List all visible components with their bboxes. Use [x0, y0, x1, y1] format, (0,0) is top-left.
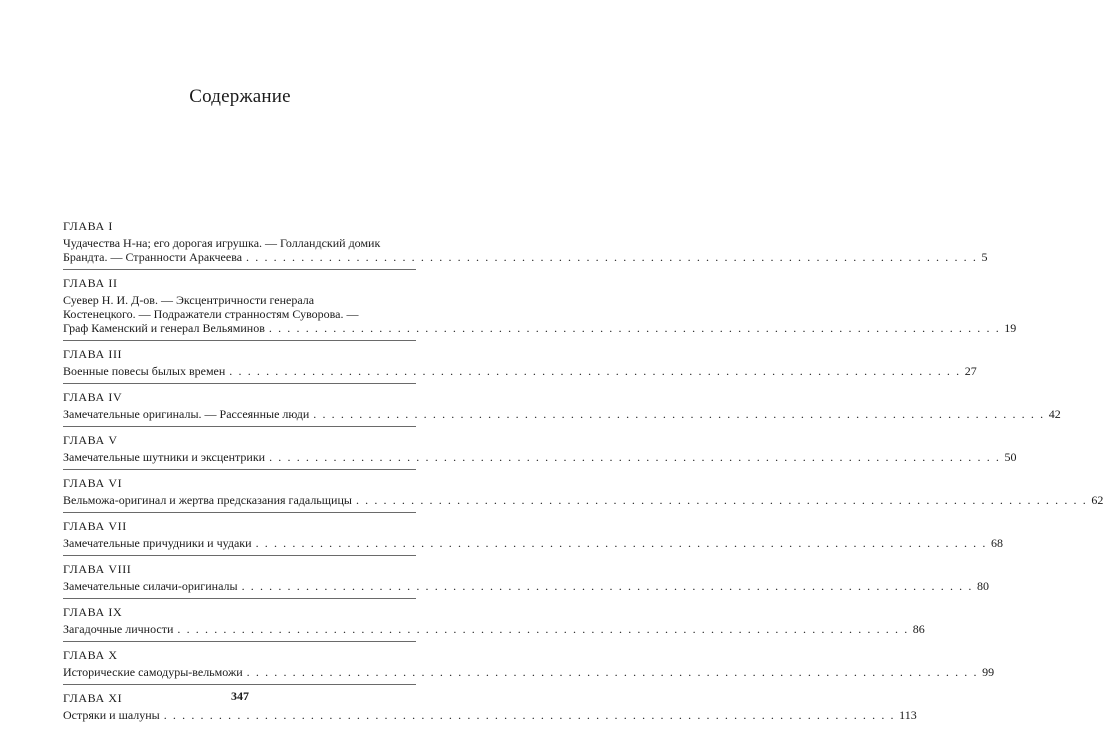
- chapter-title-line: Замечательные оригиналы. — Рассеянные люди: [63, 407, 310, 421]
- dot-leader: . . . . . . . . . . . . . . . . . . . . . . . . . . . . . . . . . . . . . . . . . . . . . . . . . . . . . . . . . . . . . . . . . . . . . . . . . . . . . . . .: [163, 708, 896, 722]
- toc-entry-4: [63, 383, 1061, 426]
- chapter-title-line: Замечательные причудники и чудаки: [63, 536, 252, 550]
- chapter-title-line: Остряки и шалуны: [63, 708, 160, 722]
- page-number: 80: [976, 579, 989, 593]
- toc-entry-5: [63, 426, 1017, 469]
- toc-entry-8: [63, 555, 989, 598]
- toc-entry-7: [63, 512, 1003, 555]
- toc-entry-3: [63, 340, 977, 383]
- page-number: 99: [982, 665, 995, 679]
- toc-entry-2: [63, 269, 1017, 340]
- table-of-contents: [63, 219, 1103, 727]
- toc-leader-line: [63, 364, 977, 378]
- toc-leader-line: [63, 708, 917, 722]
- dot-leader: . . . . . . . . . . . . . . . . . . . . . . . . . . . . . . . . . . . . . . . . . . . . . . . . . . . . . . . . . . . . . . . . . . . . . . . . . . . . . . . .: [246, 250, 978, 264]
- chapter-label: ГЛАВА XI: [63, 691, 123, 705]
- dot-leader: . . . . . . . . . . . . . . . . . . . . . . . . . . . . . . . . . . . . . . . . . . . . . . . . . . . . . . . . . . . . . . . . . . . . . . . . . . . . . . . .: [229, 364, 961, 378]
- page-number: 5: [981, 250, 988, 264]
- chapter-label: ГЛАВА IX: [63, 605, 123, 619]
- dot-leader: . . . . . . . . . . . . . . . . . . . . . . . . . . . . . . . . . . . . . . . . . . . . . . . . . . . . . . . . . . . . . . . . . . . . . . . . . . . . . . . .: [241, 579, 973, 593]
- chapter-label: ГЛАВА VII: [63, 519, 127, 533]
- page-number: 42: [1048, 407, 1061, 421]
- page-number: 86: [912, 622, 925, 636]
- toc-entry-6: [63, 469, 1103, 512]
- toc-leader-line: [63, 493, 1103, 507]
- page-number: 50: [1004, 450, 1017, 464]
- page-number: 113: [899, 708, 917, 722]
- page-number: 27: [964, 364, 977, 378]
- chapter-title-line: Вельможа-оригинал и жертва предсказания гадальщицы: [63, 493, 352, 507]
- toc-entry-9: [63, 598, 925, 641]
- dot-leader: . . . . . . . . . . . . . . . . . . . . . . . . . . . . . . . . . . . . . . . . . . . . . . . . . . . . . . . . . . . . . . . . . . . . . . . . . . . . . . . .: [268, 321, 1001, 335]
- chapter-title-line: Военные повесы былых времен: [63, 364, 226, 378]
- toc-leader-line: [63, 250, 988, 264]
- chapter-title-line: Замечательные силачи-оригиналы: [63, 579, 238, 593]
- dot-leader: . . . . . . . . . . . . . . . . . . . . . . . . . . . . . . . . . . . . . . . . . . . . . . . . . . . . . . . . . . . . . . . . . . . . . . . . . . . . . . . .: [313, 407, 1045, 421]
- page-number: 68: [990, 536, 1003, 550]
- chapter-label: ГЛАВА X: [63, 648, 118, 662]
- chapter-title-line: Суевер Н. И. Д-ов. — Эксцентричности генерала: [63, 293, 315, 307]
- dot-leader: . . . . . . . . . . . . . . . . . . . . . . . . . . . . . . . . . . . . . . . . . . . . . . . . . . . . . . . . . . . . . . . . . . . . . . . . . . . . . . . .: [255, 536, 987, 550]
- page-number: 19: [1004, 321, 1017, 335]
- chapter-title-line: Исторические самодуры-вельможи: [63, 665, 243, 679]
- dot-leader: . . . . . . . . . . . . . . . . . . . . . . . . . . . . . . . . . . . . . . . . . . . . . . . . . . . . . . . . . . . . . . . . . . . . . . . . . . . . . . . .: [246, 665, 979, 679]
- chapter-title-line: Замечательные шутники и эксцентрики: [63, 450, 266, 464]
- dot-leader: . . . . . . . . . . . . . . . . . . . . . . . . . . . . . . . . . . . . . . . . . . . . . . . . . . . . . . . . . . . . . . . . . . . . . . . . . . . . . . . .: [269, 450, 1001, 464]
- toc-leader-line: [63, 579, 989, 593]
- folio-page-number: 347: [231, 689, 249, 703]
- chapter-label: ГЛАВА VIII: [63, 562, 132, 576]
- toc-entry-10: [63, 641, 995, 684]
- chapter-label: ГЛАВА V: [63, 433, 118, 447]
- page-number: 62: [1091, 493, 1103, 507]
- toc-leader-line: [63, 407, 1061, 421]
- toc-leader-line: [63, 665, 995, 679]
- chapter-title-line: Брандта. — Странности Аракчеева: [63, 250, 243, 264]
- chapter-label: ГЛАВА III: [63, 347, 123, 361]
- chapter-label: ГЛАВА VI: [63, 476, 123, 490]
- toc-entry-1: [63, 219, 988, 269]
- toc-leader-line: [63, 450, 1017, 464]
- chapter-title-line: Костенецкого. — Подражатели странностям Суворова. —: [63, 307, 359, 321]
- chapter-label: ГЛАВА I: [63, 219, 113, 233]
- chapter-title-line: Загадочные личности: [63, 622, 174, 636]
- chapter-label: ГЛАВА II: [63, 276, 118, 290]
- chapter-label: ГЛАВА IV: [63, 390, 123, 404]
- chapter-title-line: Чудачества Н-на; его дорогая игрушка. — Голландский домик: [63, 236, 381, 250]
- page-title: Содержание: [189, 86, 291, 107]
- dot-leader: . . . . . . . . . . . . . . . . . . . . . . . . . . . . . . . . . . . . . . . . . . . . . . . . . . . . . . . . . . . . . . . . . . . . . . . . . . . . . . . .: [355, 493, 1088, 507]
- dot-leader: . . . . . . . . . . . . . . . . . . . . . . . . . . . . . . . . . . . . . . . . . . . . . . . . . . . . . . . . . . . . . . . . . . . . . . . . . . . . . . . .: [177, 622, 909, 636]
- toc-leader-line: [63, 536, 1003, 550]
- toc-leader-line: [63, 622, 925, 636]
- toc-leader-line: [63, 321, 1017, 335]
- chapter-title-line: Граф Каменский и генерал Вельяминов: [63, 321, 265, 335]
